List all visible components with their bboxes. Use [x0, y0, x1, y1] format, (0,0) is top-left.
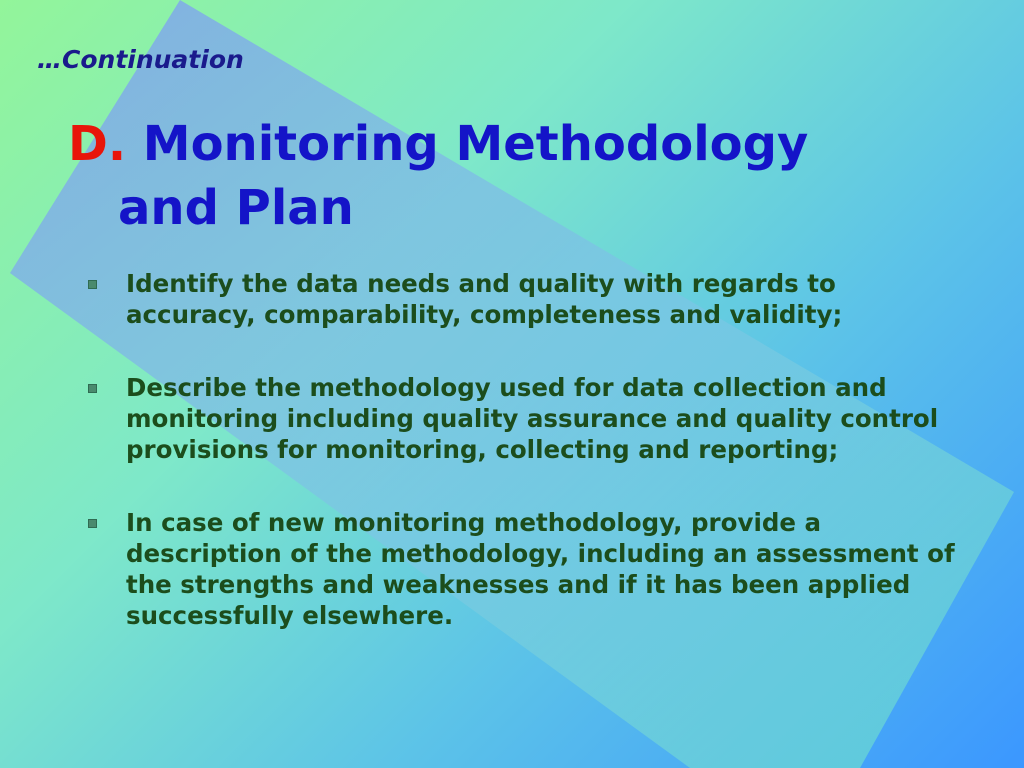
bullet-item	[88, 507, 968, 631]
section-letter: D.	[68, 116, 127, 172]
bullet-list	[88, 268, 968, 673]
square-bullet-icon	[88, 519, 97, 528]
square-bullet-icon	[88, 384, 97, 393]
bullet-text: In case of new monitoring methodology, provide a description of the methodology, including an assessment of the strengths and weaknesses and if it has been applied successfully elsewhere.	[126, 508, 955, 630]
bullet-text: Describe the methodology used for data collection and monitoring including quality assurance and quality control provisions for monitoring, collecting and reporting;	[126, 373, 939, 464]
title-line-2: and Plan	[118, 180, 354, 236]
square-bullet-icon	[88, 280, 97, 289]
bullet-text: Identify the data needs and quality with regards to accuracy, comparability, completeness and validity;	[126, 269, 843, 329]
continuation-label: …Continuation	[37, 45, 244, 74]
slide-title	[68, 112, 808, 240]
bullet-item	[88, 372, 968, 465]
bullet-item	[88, 268, 968, 330]
title-line-1: Monitoring Methodology	[142, 116, 809, 172]
